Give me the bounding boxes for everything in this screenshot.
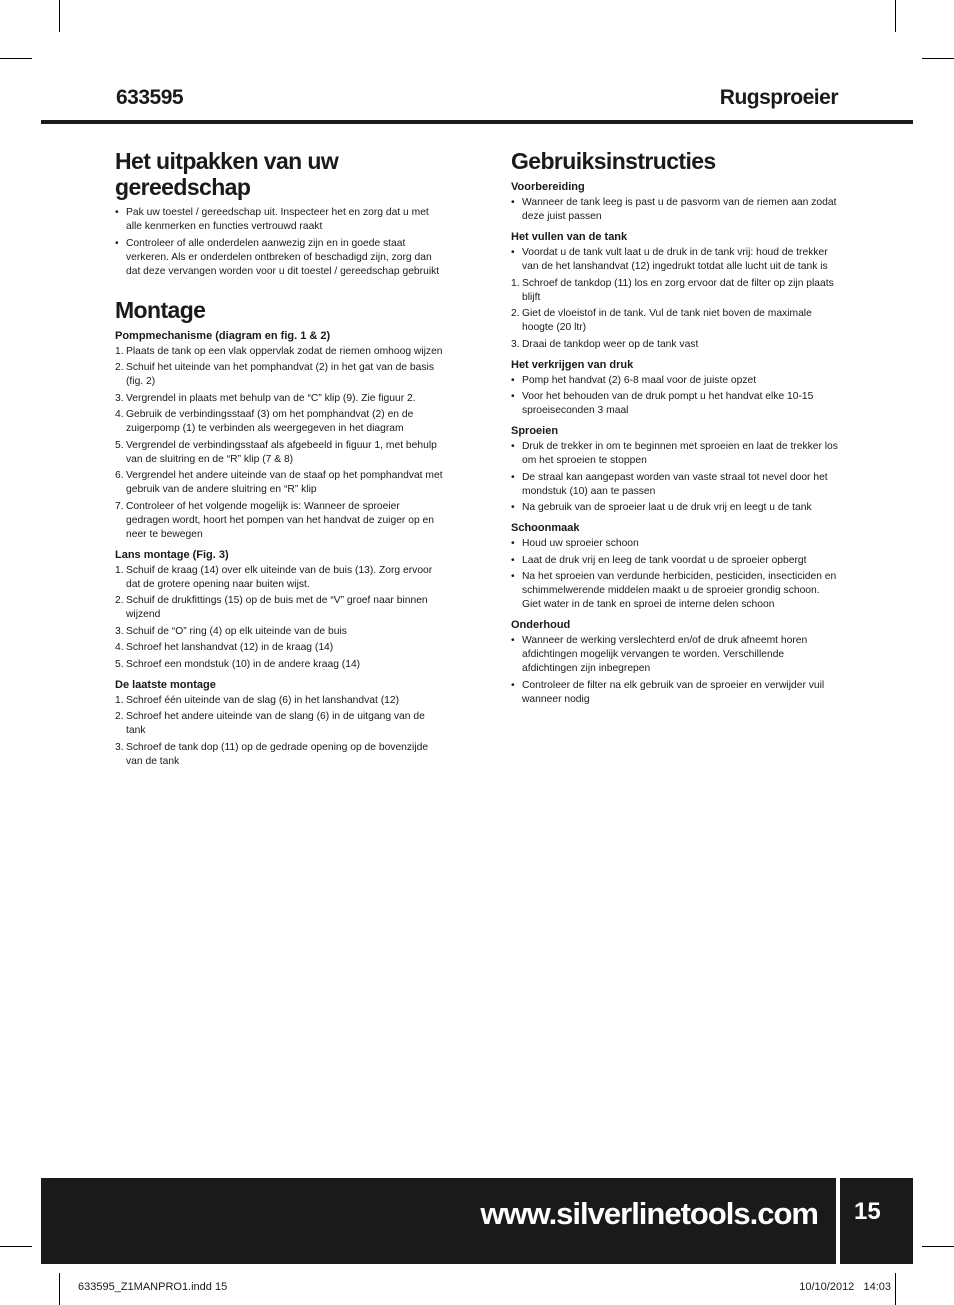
list-item: • Wanneer de tank leeg is past u de pasvorm van de riemen aan zodat deze juist passen [511,196,841,224]
unpack-list [115,206,445,279]
lance-steps [115,564,445,672]
list-item: 4. Schroef het lanshandvat (12) in de kraag (14) [115,642,334,653]
website-link[interactable]: www.silverlinetools.com [480,1196,818,1231]
list-item: 1. Plaats de tank op een vlak oppervlak zodat de riemen omhoog wijzen [115,345,443,357]
crop-mark [895,0,896,32]
page-number: 15 [854,1198,881,1225]
list-item: 3. Draai de tankdop weer op de tank vast [511,338,699,350]
assembly-section [115,297,445,769]
list-item: • Controleer de filter na elk gebruik van de sproeier en verwijder vuil wanneer nodig [511,679,841,707]
spray-heading: Sproeien [511,425,559,437]
list-item: 2. Schuif de drukfittings (15) op de buis met de “V” groef naar binnen wijzend [115,595,428,620]
list-item: 6. Vergrendel het andere uiteinde van de staaf op het pomphandvat met gebruik van de andere sluitring en “R” klip [115,470,443,495]
crop-mark [59,0,60,32]
page-header [116,86,838,116]
maint-list [511,634,841,707]
pump-steps [115,345,445,542]
right-column [511,148,841,709]
crop-mark [922,1246,954,1247]
list-item: • Druk de trekker in om te beginnen met sproeien en laat de trekker los om het sproeien te stoppen [511,440,841,468]
list-item: • De straal kan aangepast worden van vaste straal tot nevel door het mondstuk (10) aan te passen [511,471,841,499]
list-item: 1. Schroef één uiteinde van de slag (6) in het lanshandvat (12) [115,694,400,706]
unpack-section [115,148,445,279]
prep-list [511,196,841,224]
crop-mark [0,1246,32,1247]
list-item: 3. Schroef de tank dop (11) op de gedrade opening op de bovenzijde van de tank [115,741,429,767]
file-info: 633595_Z1MANPRO1.indd 15 [78,1281,228,1293]
list-item: • Pak uw toestel / gereedschap uit. Inspecteer het en zorg dat u met alle kenmerken en functies vertrouwd raakt [115,206,445,234]
list-item: 2. Schuif het uiteinde van het pomphandvat (2) in het gat van de basis (fig. 2) [115,362,434,387]
product-name: Rugsproeier [719,86,838,109]
print-date: 10/10/2012 14:03 [799,1281,891,1293]
list-item: 1. Schroef de tankdop (11) los en zorg ervoor dat de filter op zijn plaats blijft [511,277,834,303]
footer-bar [41,1178,836,1264]
list-item: • Voor het behouden van de druk pompt u het handvat elke 10-15 sproeiseconden 3 maal [511,390,841,418]
model-number: 633595 [116,86,184,109]
lance-heading: Lans montage (Fig. 3) [115,548,229,561]
list-item: 1. Schuif de kraag (14) over elk uiteinde van de buis (13). Zorg ervoor dat de grotere opening naar buiten wijst. [115,564,433,590]
prep-heading: Voorbereiding [511,181,585,193]
list-item: 4. Gebruik de verbindingsstaaf (3) om het pomphandvat (2) en de zuigerpomp (1) te verbinden als weergegeven in het diagram [115,409,414,434]
fill-list [511,246,841,274]
crop-mark [59,1273,60,1305]
pump-heading: Pompmechanisme (diagram en fig. 1 & 2) [115,329,331,342]
crop-mark [0,58,32,59]
list-item: • Controleer of alle onderdelen aanwezig zijn en in goede staat verkeren. Als er onderdelen ontbreken of beschadigd zijn, zorg dan dat deze vervangen worden voor u dit toestel / gereedschap gebruikt [115,237,445,279]
list-item: • Na het sproeien van verdunde herbiciden, pesticiden, insecticiden en schimmelwerende middelen maakt u de sproeier grondig schoon. Giet water in de tank en sproei de interne delen schoon [511,570,841,612]
page-number-box [840,1178,913,1264]
clean-list [511,537,841,612]
fill-steps [511,277,841,352]
list-item: • Laat de druk vrij en leeg de tank voordat u de sproeier opbergt [511,554,841,568]
list-item: 3. Vergrendel in plaats met behulp van de “C” klip (9). Zie figuur 2. [115,392,416,404]
crop-mark [922,58,954,59]
clean-heading: Schoonmaak [511,522,580,534]
final-heading: De laatste montage [115,678,216,691]
list-item: • Na gebruik van de sproeier laat u de druk vrij en leegt u de tank [511,501,841,515]
final-steps [115,694,445,769]
list-item: 2. Schroef het andere uiteinde van de slang (6) in de uitgang van de tank [115,711,425,736]
spray-list [511,440,841,515]
list-item: 3. Schuif de “O” ring (4) op elk uiteinde van de buis [115,625,347,637]
list-item: • Wanneer de werking verslechterd en/of de druk afneemt horen afdichtingen mogelijk vervangen te worden. Verschillende afdichtingen zijn inbegrepen [511,634,841,676]
list-item: 2. Giet de vloeistof in de tank. Vul de tank niet boven de maximale hoogte (20 ltr) [511,308,812,333]
crop-mark [895,1273,896,1305]
header-rule [41,120,913,124]
list-item: 5. Vergrendel de verbindingsstaaf als afgebeeld in figuur 1, met behulp van de sluitring en de “R” klip (7 & 8) [115,439,437,465]
left-column [115,148,445,771]
pressure-heading: Het verkrijgen van druk [511,358,634,371]
list-item: • Pomp het handvat (2) 6-8 maal voor de juiste opzet [511,374,841,388]
usage-title: Gebruiksinstructies [511,148,716,174]
assembly-title: Montage [115,296,206,323]
list-item: 5. Schroef een mondstuk (10) in de andere kraag (14) [115,658,361,670]
unpack-title: Het uitpakken van uw gereedschap [115,148,339,200]
pressure-list [511,374,841,419]
fill-heading: Het vullen van de tank [511,231,628,243]
list-item: 7. Controleer of het volgende mogelijk is: Wanneer de sproeier gedragen wordt, hoort het pompen van het handvat de zuiger op en neer te bewegen [115,500,434,540]
list-item: • Houd uw sproeier schoon [511,537,841,551]
list-item: • Voordat u de tank vult laat u de druk in de tank vrij: houd de trekker van de het lanshandvat (12) ingedrukt totdat alle lucht uit de tank is [511,246,841,274]
maint-heading: Onderhoud [511,619,571,631]
